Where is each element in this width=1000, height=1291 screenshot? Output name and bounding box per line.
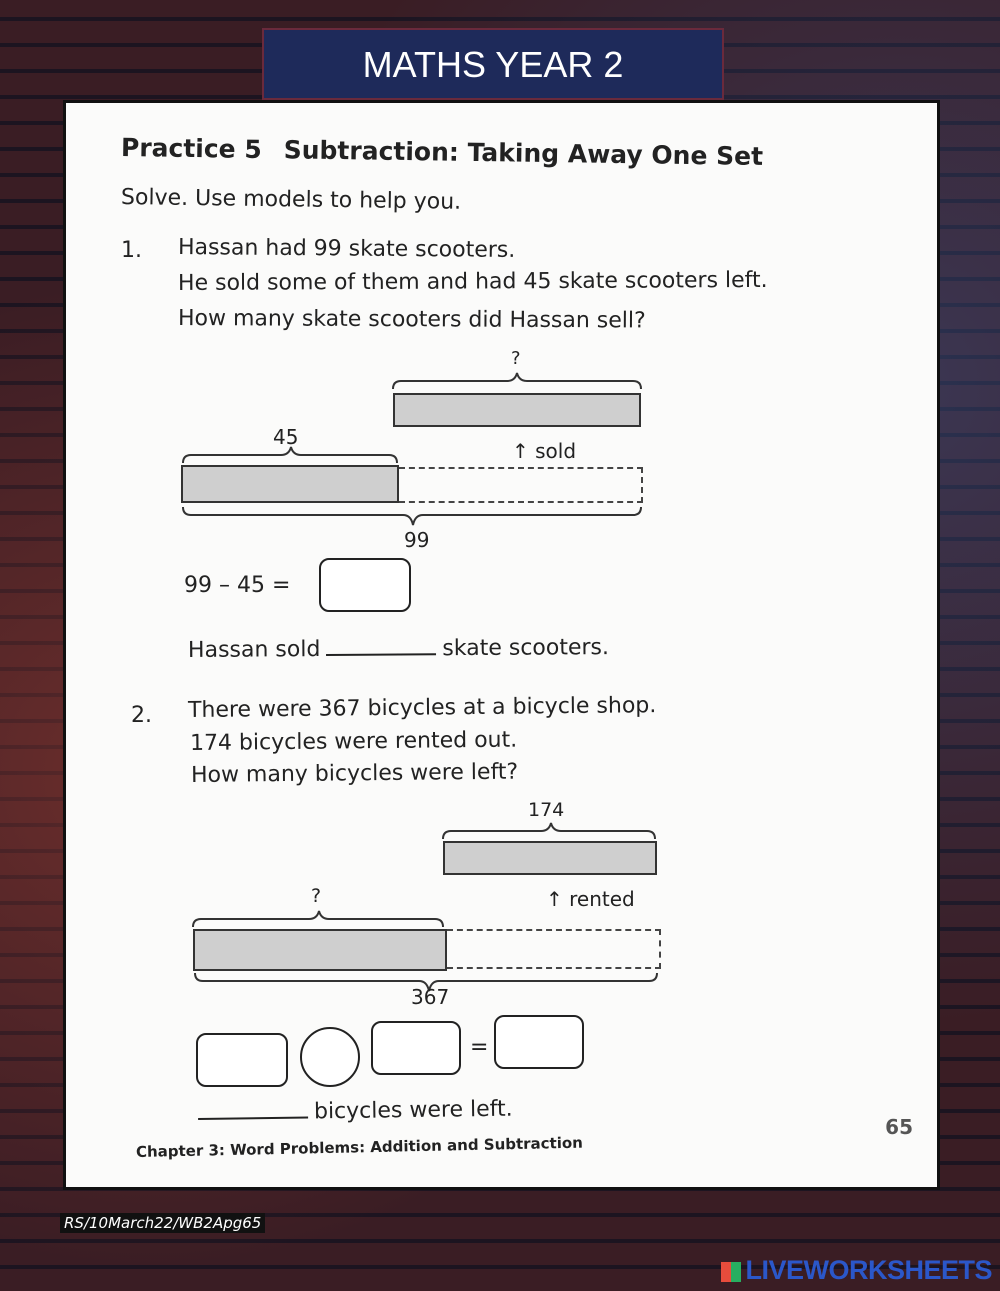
q2-answer-sentence — [198, 1094, 513, 1126]
page-number: 65 — [885, 1115, 913, 1139]
q2-box-1[interactable] — [196, 1033, 288, 1087]
instruction: Solve. Use models to help you. — [120, 185, 462, 215]
q2-box-2[interactable] — [371, 1021, 461, 1075]
liveworksheets-logo-icon — [721, 1262, 741, 1282]
q2-answer-box[interactable] — [494, 1015, 584, 1069]
q1-answer-after: skate scooters. — [442, 635, 610, 662]
q1-total-brace — [181, 505, 645, 527]
q2-top-label: 174 — [528, 799, 565, 821]
q2-line-3: How many bicycles were left? — [190, 759, 519, 788]
q2-equals: = — [470, 1035, 489, 1060]
q1-equation: 99 – 45 = — [184, 573, 291, 598]
q1-left-label: 45 — [273, 425, 299, 449]
arrow-up-icon: ↑ — [512, 439, 529, 463]
q2-top-brace — [441, 821, 659, 841]
q2-line-2: 174 bicycles were rented out. — [189, 727, 518, 756]
q2-answer-after: bicycles were left. — [313, 1096, 513, 1125]
reference-stamp: RS/10March22/WB2Apg65 — [60, 1213, 265, 1233]
q2-left-brace — [191, 909, 447, 929]
q1-top-label: ? — [511, 348, 521, 369]
q2-operator-circle[interactable] — [300, 1027, 360, 1087]
q1-left-brace — [181, 445, 401, 465]
q1-top-brace — [391, 371, 643, 391]
q2-line-1: There were 367 bicycles at a bicycle shop. — [187, 693, 657, 723]
q1-line-2: He sold some of them and had 45 skate scooters left. — [177, 267, 768, 296]
q2-rented-bar — [443, 841, 657, 875]
q1-number: 1. — [121, 238, 142, 263]
q1-left-bar — [181, 465, 399, 503]
practice-title — [121, 133, 763, 171]
practice-label: Practice 5 — [120, 133, 262, 164]
chapter-footer: Chapter 3: Word Problems: Addition and Subtraction — [135, 1133, 584, 1161]
q1-arrow — [512, 439, 576, 463]
q1-sold-bar — [393, 393, 641, 427]
q1-dashed-bar — [399, 467, 643, 503]
arrow-up-icon: ↑ — [546, 887, 563, 911]
q1-line-3: How many skate scooters did Hassan sell? — [177, 306, 646, 334]
q1-total-label: 99 — [404, 528, 430, 552]
q2-dashed-bar — [447, 929, 661, 969]
q1-answer-blank[interactable] — [326, 633, 436, 656]
q2-left-label: ? — [311, 885, 322, 907]
worksheet-page — [63, 100, 940, 1190]
q1-answer-sentence — [188, 632, 609, 663]
q1-arrow-label: sold — [535, 439, 577, 463]
q1-answer-before: Hassan sold — [187, 637, 321, 663]
worksheet-banner: MATHS YEAR 2 — [262, 28, 724, 100]
q2-answer-blank[interactable] — [198, 1096, 308, 1120]
q2-left-bar — [193, 929, 447, 971]
q1-line-1: Hassan had 99 skate scooters. — [177, 235, 516, 263]
q1-answer-box[interactable] — [319, 558, 411, 612]
q2-total-label: 367 — [411, 985, 450, 1009]
q2-number: 2. — [131, 703, 152, 728]
q2-arrow — [546, 887, 635, 911]
topic-label: Subtraction: Taking Away One Set — [283, 135, 764, 171]
q2-arrow-label: rented — [569, 887, 635, 911]
brand-logo — [721, 1255, 992, 1286]
brand-label: LIVEWORKSHEETS — [745, 1255, 992, 1285]
